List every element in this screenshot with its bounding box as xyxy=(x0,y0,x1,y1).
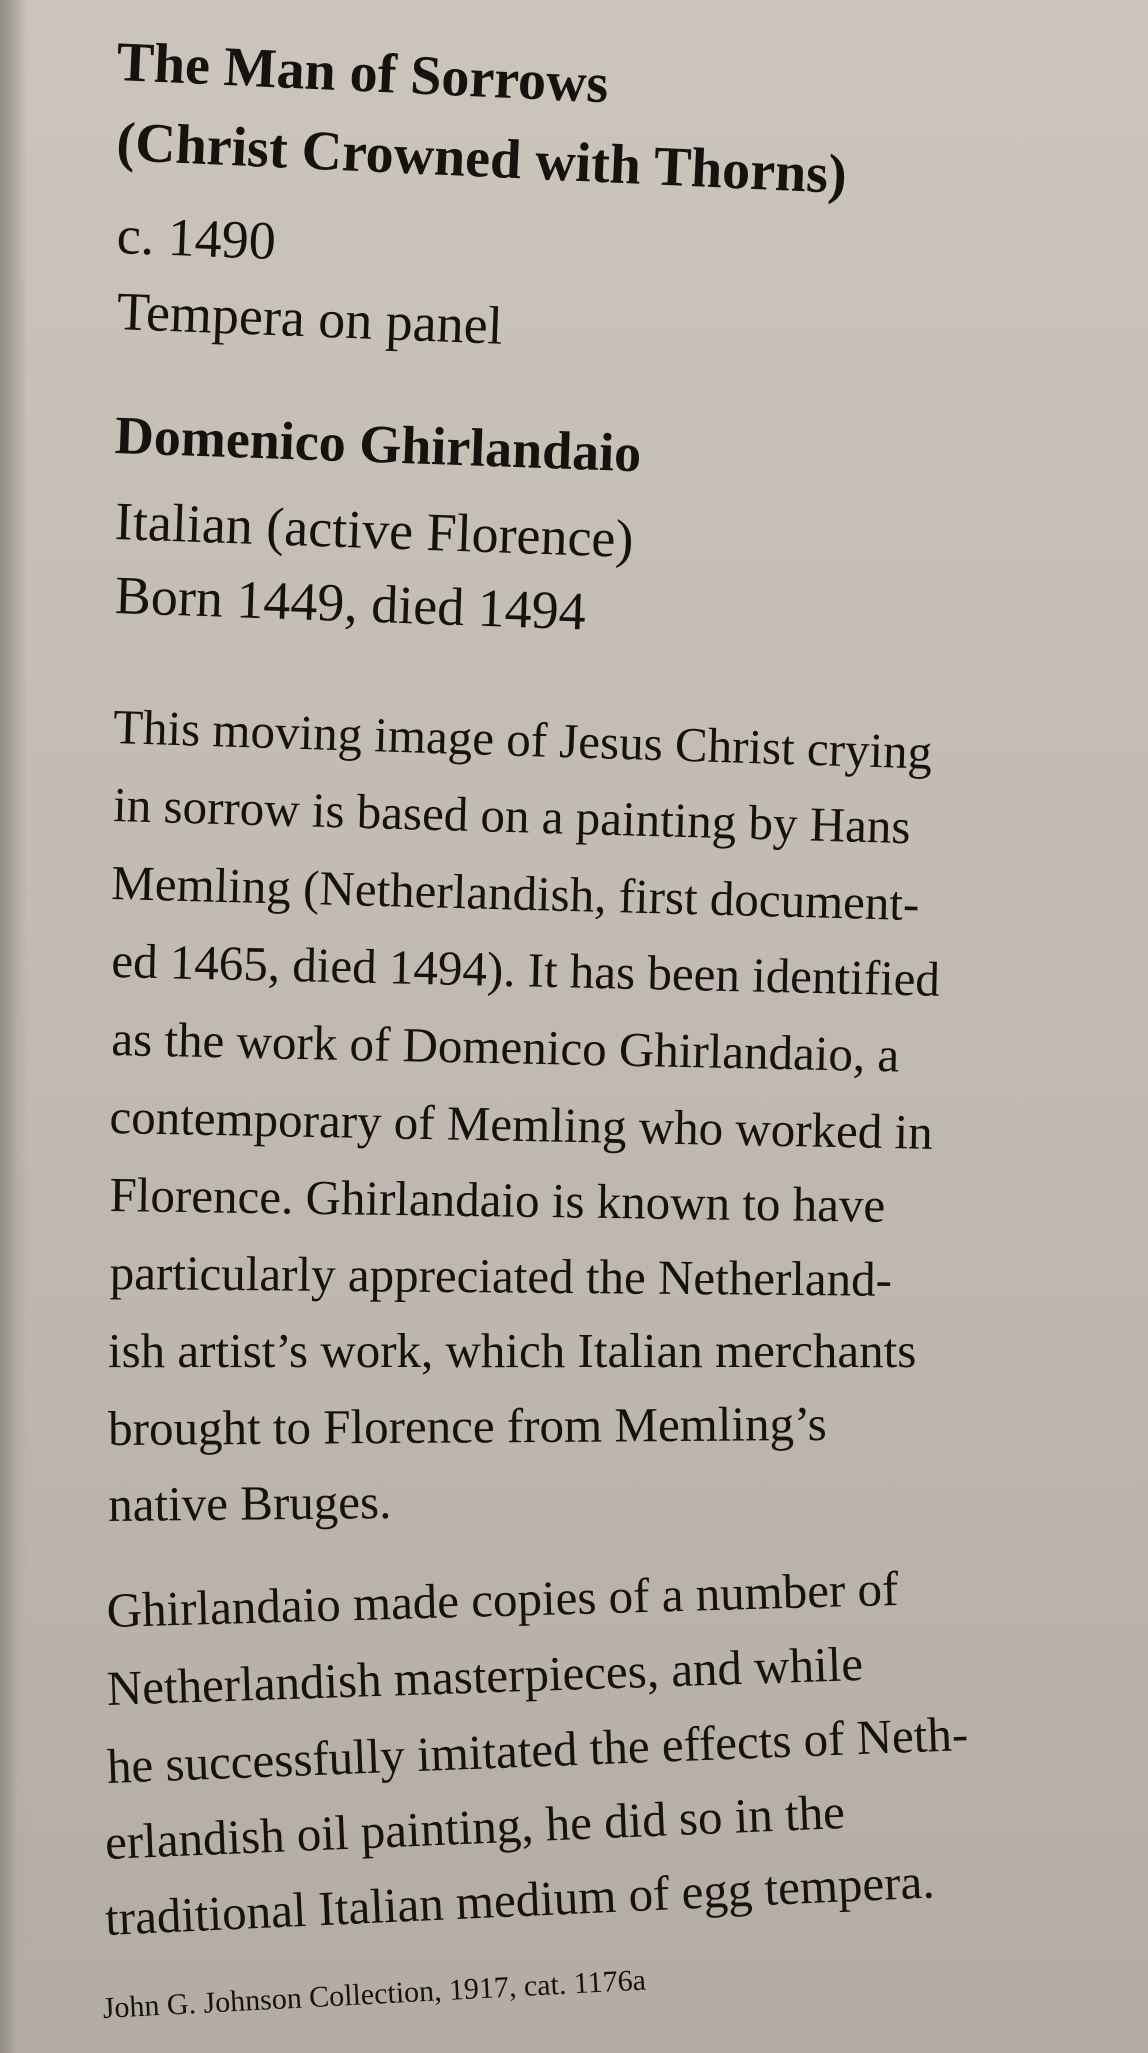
description-line: Florence. Ghirlandaio is known to have xyxy=(109,1167,886,1233)
description-line: as the work of Domenico Ghirlandaio, a xyxy=(110,1011,900,1083)
credit-line: John G. Johnson Collection, 1917, cat. 1176a xyxy=(101,1963,647,2025)
description-line: particularly appreciated the Netherland- xyxy=(109,1245,893,1307)
description-line: brought to Florence from Memling’s xyxy=(107,1395,827,1456)
description-line: in sorrow is based on a painting by Hans xyxy=(112,777,912,855)
description-line: native Bruges. xyxy=(107,1474,392,1532)
description-line: Memling (Netherlandish, first document- xyxy=(110,855,921,932)
artwork-title-line: The Man of Sorrows xyxy=(115,31,610,116)
description-line: This moving image of Jesus Christ crying xyxy=(112,699,934,780)
description-line: erlandish oil painting, he did so in the xyxy=(103,1784,846,1870)
description-line: ed 1465, died 1494). It has been identified xyxy=(110,933,941,1007)
description-line: traditional Italian medium of egg tempera. xyxy=(103,1853,936,1946)
artist-name: Domenico Ghirlandaio xyxy=(114,405,643,484)
description-line: ish artist’s work, which Italian merchants xyxy=(108,1323,917,1378)
description-line: contemporary of Memling who worked in xyxy=(109,1089,934,1160)
description-line: Netherlandish masterpieces, and while xyxy=(105,1635,864,1716)
artwork-title-line: (Christ Crowned with Thorns) xyxy=(115,111,849,207)
artist-nationality: Italian (active Florence) xyxy=(114,491,635,570)
artwork-medium: Tempera on panel xyxy=(115,281,504,356)
artwork-date: c. 1490 xyxy=(115,205,277,272)
placard-edge-shadow xyxy=(0,0,28,2053)
description-line: Ghirlandaio made copies of a number of xyxy=(105,1560,900,1638)
description-line: he successfully imitated the effects of Neth- xyxy=(105,1705,970,1794)
artist-life-dates: Born 1449, died 1494 xyxy=(114,565,587,642)
